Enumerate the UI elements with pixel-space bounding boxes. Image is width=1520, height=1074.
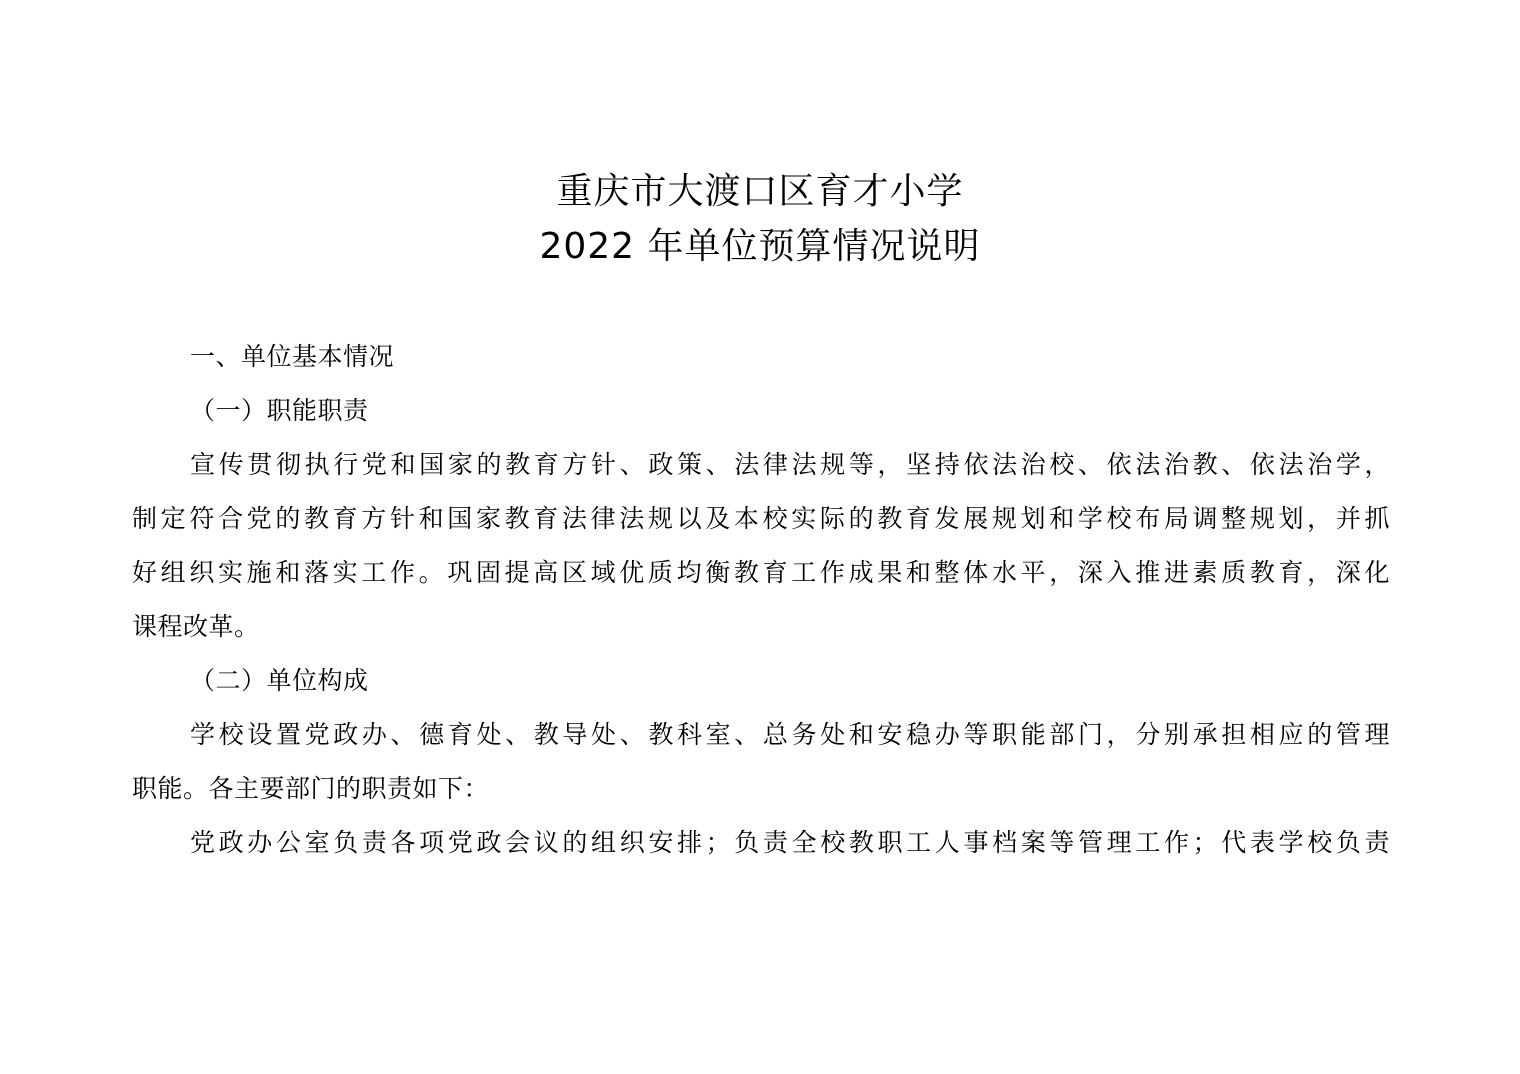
paragraph-line: 学校设置党政办、德育处、教导处、教科室、总务处和安稳办等职能部门，分别承担相应的管理 xyxy=(190,720,1390,749)
subsection-heading: （一）职能职责 xyxy=(190,396,369,425)
paragraph-line: 党政办公室负责各项党政会议的组织安排；负责全校教职工人事档案等管理工作；代表学校负责 xyxy=(190,828,1390,857)
subsection-heading: （二）单位构成 xyxy=(190,666,369,695)
document-title-school: 重庆市大渡口区育才小学 xyxy=(556,171,964,212)
document-title-report: 2022 年单位预算情况说明 xyxy=(539,226,981,267)
paragraph-line: 好组织实施和落实工作。巩固提高区域优质均衡教育工作成果和整体水平，深入推进素质教育，深化 xyxy=(132,558,1390,587)
section-heading: 一、单位基本情况 xyxy=(190,342,395,371)
document-body xyxy=(132,330,1390,870)
paragraph-line: 职能。各主要部门的职责如下： xyxy=(132,774,490,803)
paragraph-line: 宣传贯彻执行党和国家的教育方针、政策、法律法规等，坚持依法治校、依法治教、依法治学， xyxy=(190,450,1390,479)
paragraph-line: 课程改革。 xyxy=(132,612,260,641)
paragraph-line: 制定符合党的教育方针和国家教育法律法规以及本校实际的教育发展规划和学校布局调整规划，并抓 xyxy=(132,504,1390,533)
